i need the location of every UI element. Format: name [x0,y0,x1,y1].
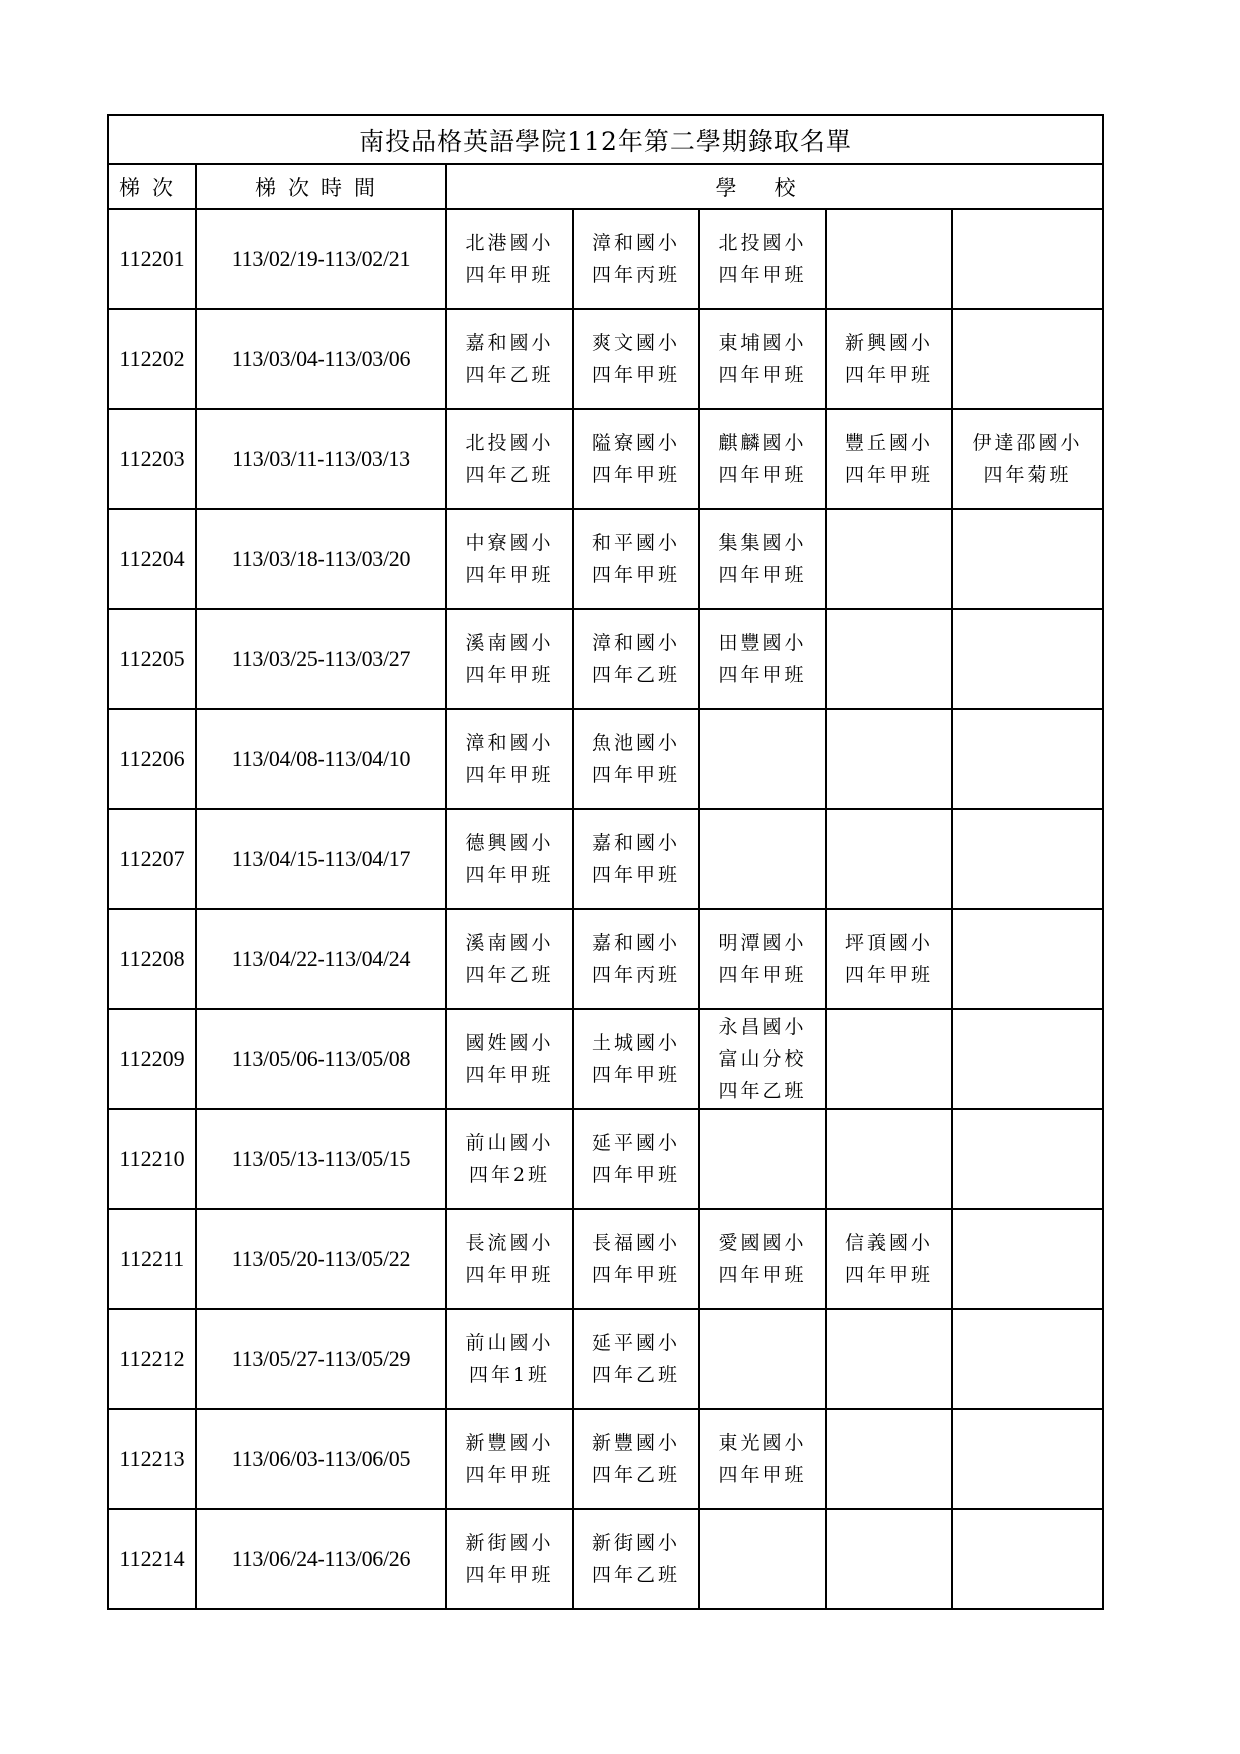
roster-body [108,209,1103,1609]
school-line: 東光國小 [718,1432,807,1454]
batch-period: 113/04/22-113/04/24 [196,909,446,1009]
school-cell [573,1109,699,1209]
school-line: 四年甲班 [591,864,680,886]
school-line: 漳和國小 [591,232,680,254]
school-cell [826,209,952,309]
school-line: 前山國小 [465,1132,554,1154]
batch-number: 112210 [108,1109,196,1209]
batch-period: 113/06/03-113/06/05 [196,1409,446,1509]
school-line: 四年甲班 [465,1064,554,1086]
school-line: 長福國小 [591,1232,680,1254]
table-row [108,809,1103,909]
school-cell [573,1309,699,1409]
school-cell [952,909,1103,1009]
school-cell [699,1509,826,1609]
school-line: 四年甲班 [465,1564,554,1586]
school-line: 信義國小 [844,1232,933,1254]
school-cell [699,1009,826,1109]
school-line: 集集國小 [718,532,807,554]
batch-period: 113/05/06-113/05/08 [196,1009,446,1109]
school-cell [446,809,573,909]
school-line: 嘉和國小 [591,932,680,954]
school-line: 四年甲班 [465,764,554,786]
school-line: 四年甲班 [718,964,807,986]
school-line: 四年甲班 [718,564,807,586]
school-line: 北港國小 [465,232,554,254]
school-line: 坪頂國小 [844,932,933,954]
batch-number: 112204 [108,509,196,609]
school-line: 東埔國小 [718,332,807,354]
school-cell [699,409,826,509]
school-cell [826,709,952,809]
school-line: 永昌國小 [718,1016,807,1038]
school-line: 四年甲班 [591,1164,680,1186]
batch-period: 113/04/15-113/04/17 [196,809,446,909]
school-line: 隘寮國小 [591,432,680,454]
school-cell [573,1509,699,1609]
school-cell [952,709,1103,809]
school-line: 四年甲班 [844,464,933,486]
school-cell [573,709,699,809]
school-cell [952,1009,1103,1109]
school-cell [573,909,699,1009]
school-line: 新街國小 [465,1532,554,1554]
school-line: 四年甲班 [591,564,680,586]
batch-column-header: 梯次 [108,164,196,209]
school-line: 四年乙班 [591,1364,680,1386]
table-row [108,1509,1103,1609]
school-line: 新豐國小 [591,1432,680,1454]
school-line: 四年乙班 [591,664,680,686]
school-line: 溪南國小 [465,632,554,654]
school-line: 嘉和國小 [465,332,554,354]
batch-number: 112202 [108,309,196,409]
school-line: 四年甲班 [591,1064,680,1086]
school-line: 田豐國小 [718,632,807,654]
school-line: 富山分校 [718,1048,807,1070]
table-row [108,1109,1103,1209]
batch-number: 112214 [108,1509,196,1609]
batch-period: 113/05/13-113/05/15 [196,1109,446,1209]
table-row [108,409,1103,509]
table-row [108,709,1103,809]
school-line: 四年甲班 [465,664,554,686]
school-line: 四年甲班 [844,364,933,386]
school-cell [573,609,699,709]
table-row [108,1309,1103,1409]
school-cell [952,609,1103,709]
school-cell [446,1009,573,1109]
school-line: 長流國小 [465,1232,554,1254]
school-cell [699,709,826,809]
school-cell [826,1509,952,1609]
batch-period: 113/05/27-113/05/29 [196,1309,446,1409]
batch-number: 112211 [108,1209,196,1309]
school-line: 四年甲班 [465,1264,554,1286]
school-line: 四年甲班 [591,764,680,786]
school-line: 四年甲班 [718,264,807,286]
school-cell [573,1409,699,1509]
school-cell [826,309,952,409]
admission-roster-table [107,114,1104,1610]
school-line: 漳和國小 [591,632,680,654]
school-cell [699,909,826,1009]
school-cell [573,409,699,509]
batch-number: 112205 [108,609,196,709]
school-cell [446,1309,573,1409]
table-row [108,309,1103,409]
school-line: 四年甲班 [844,1264,933,1286]
school-line: 溪南國小 [465,932,554,954]
school-line: 和平國小 [591,532,680,554]
school-cell [952,1409,1103,1509]
school-line: 麒麟國小 [718,432,807,454]
batch-period: 113/03/18-113/03/20 [196,509,446,609]
school-line: 新興國小 [844,332,933,354]
batch-number: 112213 [108,1409,196,1509]
school-cell [446,509,573,609]
table-row [108,1209,1103,1309]
school-cell [699,309,826,409]
batch-period: 113/03/04-113/03/06 [196,309,446,409]
school-cell [826,409,952,509]
school-line: 新豐國小 [465,1432,554,1454]
table-row [108,609,1103,709]
batch-number: 112208 [108,909,196,1009]
school-line: 四年甲班 [591,364,680,386]
school-cell [952,1109,1103,1209]
school-cell [699,1409,826,1509]
school-cell [573,209,699,309]
school-line: 四年甲班 [718,1464,807,1486]
school-line: 明潭國小 [718,932,807,954]
school-line: 四年2班 [468,1164,551,1186]
school-cell [826,1409,952,1509]
school-line: 北投國小 [718,232,807,254]
school-line: 魚池國小 [591,732,680,754]
school-line: 漳和國小 [465,732,554,754]
batch-number: 112207 [108,809,196,909]
school-cell [446,609,573,709]
table-title: 南投品格英語學院112年第二學期錄取名單 [108,115,1103,164]
school-cell [826,1309,952,1409]
school-line: 爽文國小 [591,332,680,354]
school-cell [446,209,573,309]
school-line: 新街國小 [591,1532,680,1554]
school-line: 四年菊班 [983,464,1072,486]
school-cell [699,209,826,309]
school-line: 四年乙班 [465,364,554,386]
school-cell [446,309,573,409]
batch-number: 112203 [108,409,196,509]
school-cell [699,809,826,909]
batch-number: 112206 [108,709,196,809]
school-cell [446,409,573,509]
school-cell [699,1309,826,1409]
school-cell [446,1209,573,1309]
school-cell [826,1209,952,1309]
batch-number: 112209 [108,1009,196,1109]
school-line: 四年甲班 [591,1264,680,1286]
school-line: 四年乙班 [718,1080,807,1102]
school-cell [826,509,952,609]
school-line: 延平國小 [591,1132,680,1154]
batch-period: 113/03/11-113/03/13 [196,409,446,509]
school-cell [952,1209,1103,1309]
school-line: 四年甲班 [591,464,680,486]
school-line: 前山國小 [465,1332,554,1354]
period-column-header: 梯次時間 [196,164,446,209]
school-cell [446,1109,573,1209]
school-cell [952,509,1103,609]
school-cell [699,509,826,609]
school-cell [952,309,1103,409]
school-cell [826,909,952,1009]
school-cell [573,1209,699,1309]
batch-number: 112212 [108,1309,196,1409]
batch-period: 113/02/19-113/02/21 [196,209,446,309]
table-row [108,209,1103,309]
school-cell [573,1009,699,1109]
school-line: 四年甲班 [718,364,807,386]
school-line: 伊達邵國小 [972,432,1083,454]
school-line: 德興國小 [465,832,554,854]
school-cell [952,809,1103,909]
school-line: 土城國小 [591,1032,680,1054]
school-line: 四年丙班 [591,264,680,286]
school-line: 豐丘國小 [844,432,933,454]
school-line: 四年甲班 [465,264,554,286]
school-line: 四年甲班 [718,1264,807,1286]
school-line: 國姓國小 [465,1032,554,1054]
school-line: 四年甲班 [465,1464,554,1486]
school-line: 四年甲班 [465,564,554,586]
school-cell [826,809,952,909]
school-line: 四年甲班 [465,864,554,886]
school-cell [952,1309,1103,1409]
table-row [108,509,1103,609]
school-cell [446,709,573,809]
school-line: 四年乙班 [465,464,554,486]
school-column-header: 學校 [446,164,1103,209]
school-line: 四年1班 [468,1364,551,1386]
school-cell [699,1109,826,1209]
school-cell [573,509,699,609]
school-line: 四年甲班 [718,464,807,486]
school-cell [826,1009,952,1109]
batch-period: 113/04/08-113/04/10 [196,709,446,809]
batch-period: 113/05/20-113/05/22 [196,1209,446,1309]
school-cell [952,209,1103,309]
school-line: 愛國國小 [718,1232,807,1254]
school-cell [699,609,826,709]
school-cell [573,809,699,909]
table-row [108,1009,1103,1109]
school-line: 北投國小 [465,432,554,454]
school-cell [446,909,573,1009]
school-cell [699,1209,826,1309]
school-cell [826,1109,952,1209]
batch-period: 113/06/24-113/06/26 [196,1509,446,1609]
batch-number: 112201 [108,209,196,309]
school-cell [826,609,952,709]
school-line: 嘉和國小 [591,832,680,854]
school-line: 四年甲班 [718,664,807,686]
school-line: 中寮國小 [465,532,554,554]
school-cell [952,1509,1103,1609]
school-cell [446,1409,573,1509]
school-line: 四年乙班 [591,1464,680,1486]
table-row [108,909,1103,1009]
school-line: 四年甲班 [844,964,933,986]
school-cell [446,1509,573,1609]
school-line: 四年丙班 [591,964,680,986]
school-cell [573,309,699,409]
batch-period: 113/03/25-113/03/27 [196,609,446,709]
school-line: 四年乙班 [591,1564,680,1586]
school-cell [952,409,1103,509]
table-row [108,1409,1103,1509]
school-line: 四年乙班 [465,964,554,986]
school-line: 延平國小 [591,1332,680,1354]
